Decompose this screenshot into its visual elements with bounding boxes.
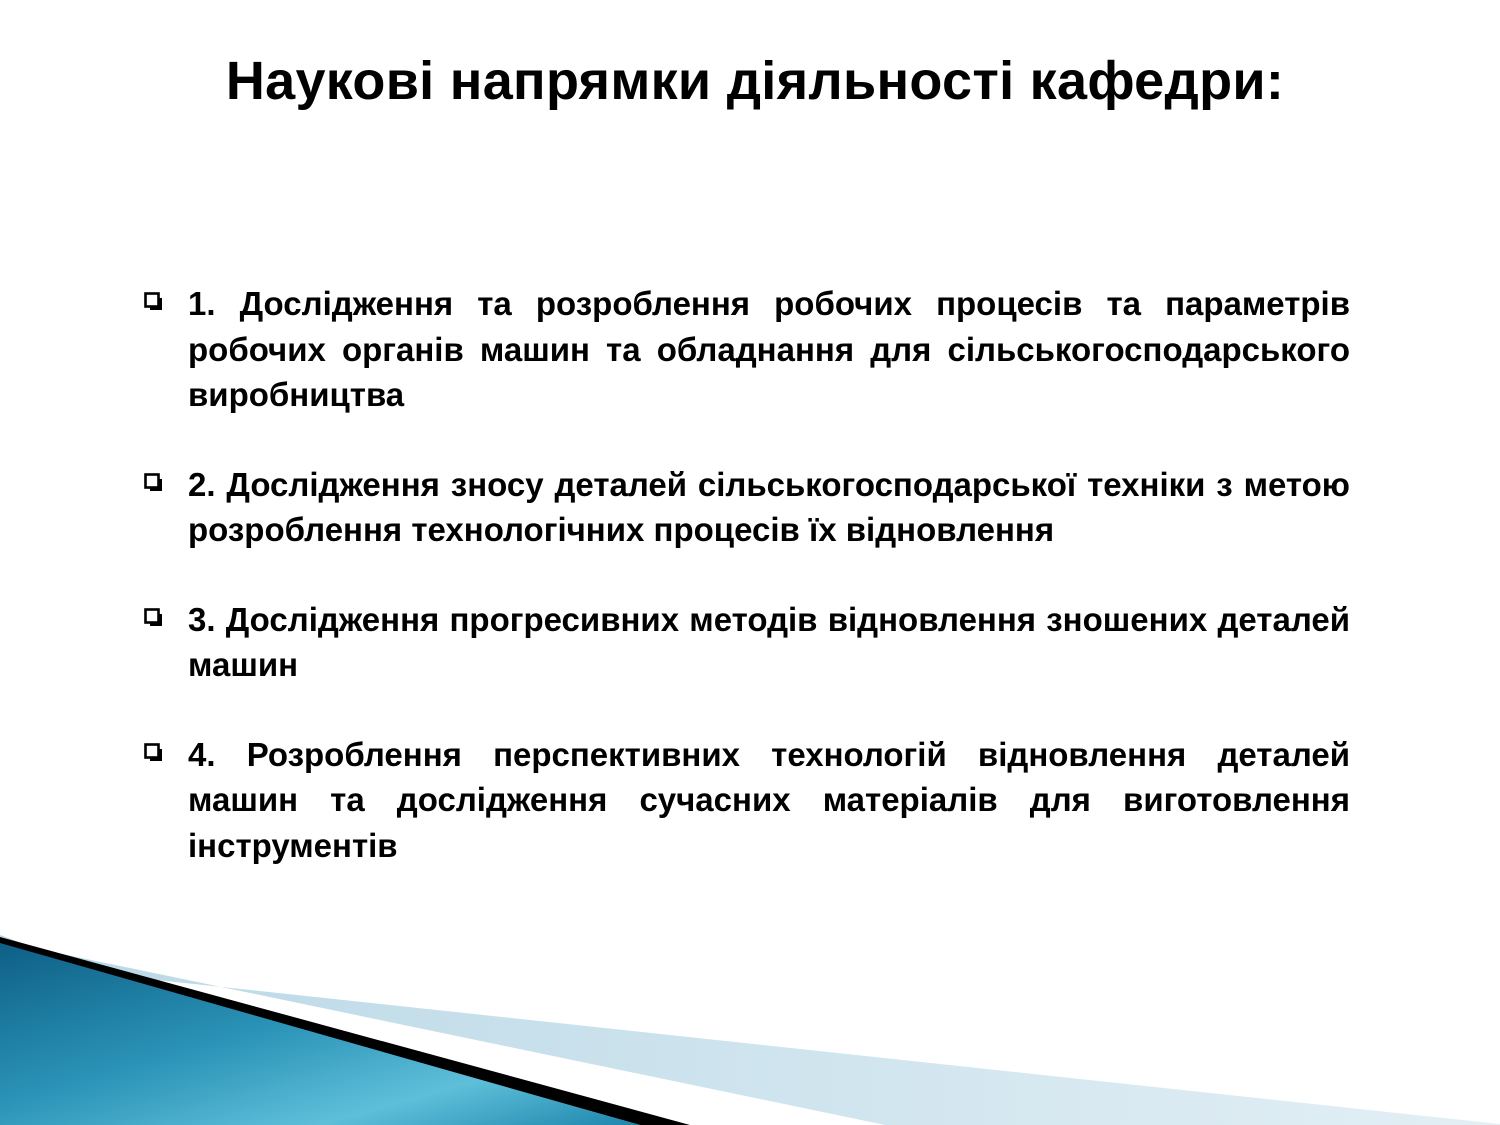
- checkbox-icon: [144, 608, 163, 627]
- list-item: [142, 462, 1350, 553]
- list-item: [142, 732, 1350, 869]
- checkbox-icon: [144, 473, 163, 492]
- list-item-text: 2. Дослідження зносу деталей сільськогосподарської техніки з метою розроблення технологічних процесів їх відновлення: [188, 465, 1350, 548]
- decorative-wave: [0, 935, 1500, 1125]
- checkbox-icon: [144, 743, 163, 762]
- checkbox-icon: [144, 292, 163, 311]
- slide-title: Наукові напрямки діяльності кафедри:: [225, 51, 1285, 111]
- list-item-text: 1. Дослідження та розроблення робочих процесів та параметрів робочих органів машин та обладнання для сільськогосподарського виробництва: [188, 285, 1350, 413]
- list-item: [142, 281, 1350, 418]
- list-item-text: 3. Дослідження прогресивних методів відновлення зношених деталей машин: [188, 600, 1350, 683]
- list-item-text: 4. Розроблення перспективних технологій відновлення деталей машин та дослідження сучасних матеріалів для виготовлення інструментів: [188, 735, 1350, 864]
- list-item: [142, 597, 1350, 688]
- research-directions-list: [142, 281, 1350, 912]
